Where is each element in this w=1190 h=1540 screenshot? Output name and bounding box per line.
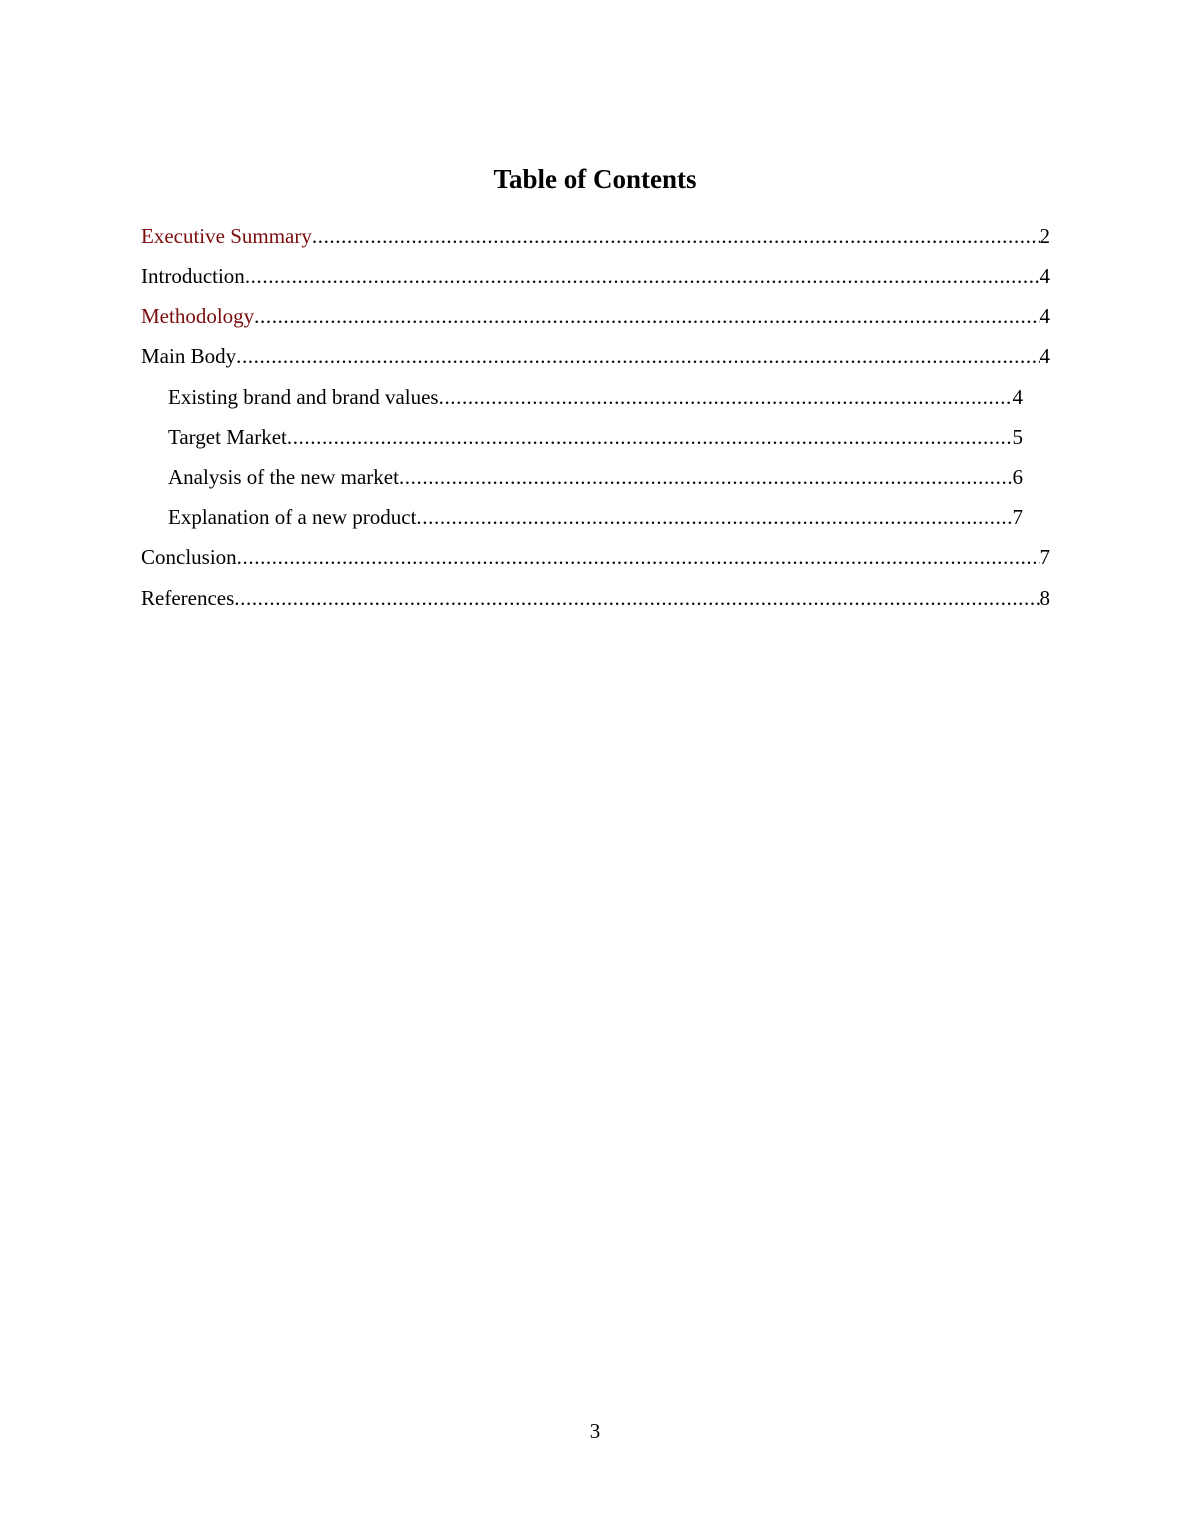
dot-leader xyxy=(416,503,1012,531)
toc-entry-label: Executive Summary xyxy=(141,224,312,248)
dot-leader xyxy=(312,222,1040,250)
toc-entry-page: 4 xyxy=(1039,264,1050,288)
toc-entry-conclusion[interactable] xyxy=(141,543,1050,571)
toc-entry-label: References xyxy=(141,586,235,610)
dot-leader xyxy=(234,584,1039,612)
toc-entry-label: Analysis of the new market xyxy=(168,465,399,489)
dot-leader xyxy=(236,342,1039,370)
toc-entry-explanation-new-product[interactable] xyxy=(168,503,1023,531)
toc-entry-label: Existing brand and brand values xyxy=(168,385,439,409)
toc-entry-target-market[interactable] xyxy=(168,423,1023,451)
toc-entry-page: 6 xyxy=(1012,465,1023,489)
toc-entry-page: 5 xyxy=(1012,425,1023,449)
toc-entry-executive-summary[interactable] xyxy=(141,222,1050,250)
toc-entry-main-body[interactable] xyxy=(141,342,1050,370)
dot-leader xyxy=(237,543,1040,571)
toc-entry-page: 4 xyxy=(1039,304,1050,328)
toc-entry-page: 7 xyxy=(1039,545,1050,569)
dot-leader xyxy=(245,262,1040,290)
toc-entry-label: Explanation of a new product xyxy=(168,505,417,529)
toc-entry-analysis-new-market[interactable] xyxy=(168,463,1023,491)
page-title: Table of Contents xyxy=(493,164,697,194)
toc-entry-page: 7 xyxy=(1012,505,1023,529)
toc-entry-label: Main Body xyxy=(141,344,237,368)
page-number: 3 xyxy=(589,1419,601,1443)
dot-leader xyxy=(287,423,1013,451)
toc-entry-introduction[interactable] xyxy=(141,262,1050,290)
toc-entry-methodology[interactable] xyxy=(141,302,1050,330)
toc-entry-page: 4 xyxy=(1039,344,1050,368)
toc-entry-page: 8 xyxy=(1039,586,1050,610)
dot-leader xyxy=(399,463,1013,491)
dot-leader xyxy=(439,383,1013,411)
toc-entry-references[interactable] xyxy=(141,584,1050,612)
toc-entry-page: 4 xyxy=(1012,385,1023,409)
toc-entry-label: Methodology xyxy=(141,304,255,328)
toc-entry-page: 2 xyxy=(1039,224,1050,248)
toc-entry-label: Introduction xyxy=(141,264,245,288)
dot-leader xyxy=(254,302,1039,330)
toc-entry-existing-brand[interactable] xyxy=(168,383,1023,411)
toc-entry-label: Target Market xyxy=(168,425,287,449)
toc-entry-label: Conclusion xyxy=(141,545,237,569)
